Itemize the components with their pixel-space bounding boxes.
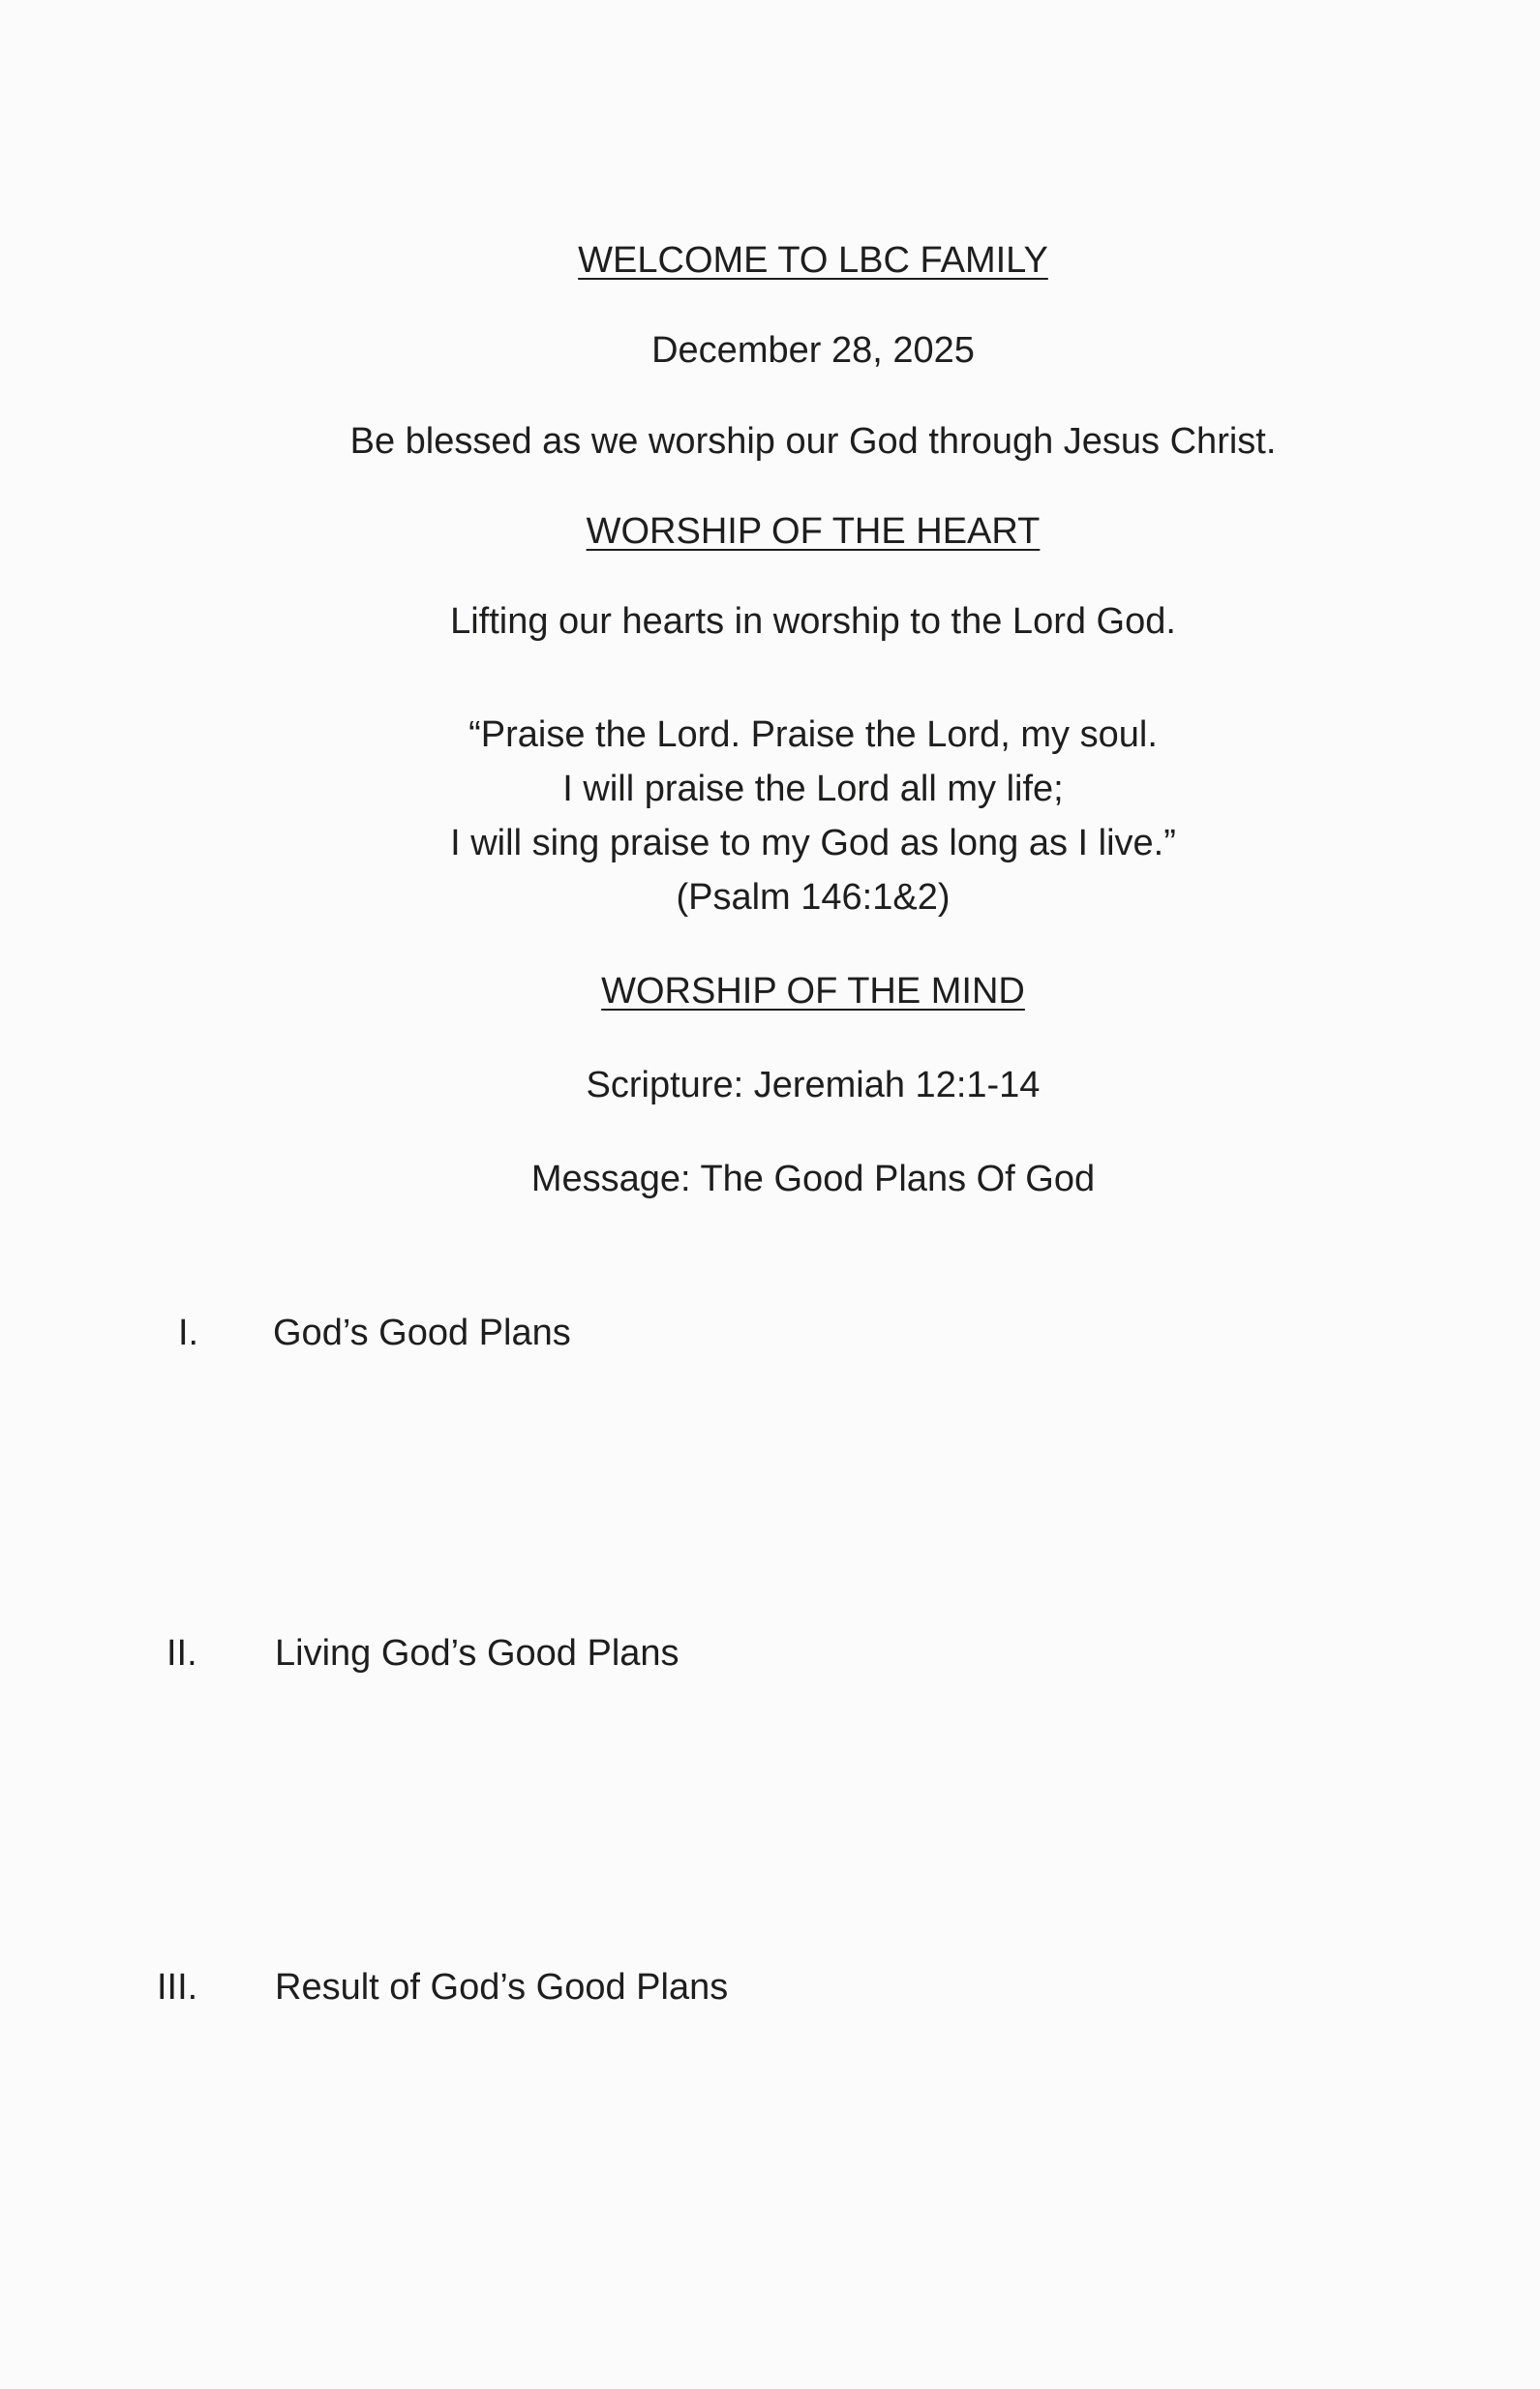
scripture-reference: Scripture: Jeremiah 12:1-14 — [586, 1065, 1041, 1105]
service-date: December 28, 2025 — [651, 330, 975, 371]
quote-line: I will praise the Lord all my life; — [562, 769, 1064, 809]
outline-numeral: III. — [157, 1967, 198, 2008]
psalm-quote — [0, 708, 1540, 924]
welcome-heading: WELCOME TO LBC FAMILY — [578, 240, 1048, 281]
outline-numeral: II. — [166, 1633, 197, 1674]
outline-text: God’s Good Plans — [273, 1313, 571, 1353]
worship-mind-heading: WORSHIP OF THE MIND — [601, 971, 1025, 1012]
outline-text: Result of God’s Good Plans — [275, 1967, 729, 2008]
quote-line: I will sing praise to my God as long as I live.” — [450, 823, 1176, 863]
quote-reference: (Psalm 146:1&2) — [676, 877, 951, 918]
outline-text: Living God’s Good Plans — [275, 1633, 679, 1674]
outline-numeral: I. — [178, 1313, 199, 1353]
blessing-text: Be blessed as we worship our God through Jesus Christ. — [349, 421, 1277, 462]
message-title: Message: The Good Plans Of God — [530, 1159, 1096, 1199]
quote-line: “Praise the Lord. Praise the Lord, my soul. — [468, 714, 1158, 755]
worship-heart-heading: WORSHIP OF THE HEART — [586, 511, 1041, 552]
worship-heart-text: Lifting our hearts in worship to the Lord God. — [450, 601, 1176, 642]
